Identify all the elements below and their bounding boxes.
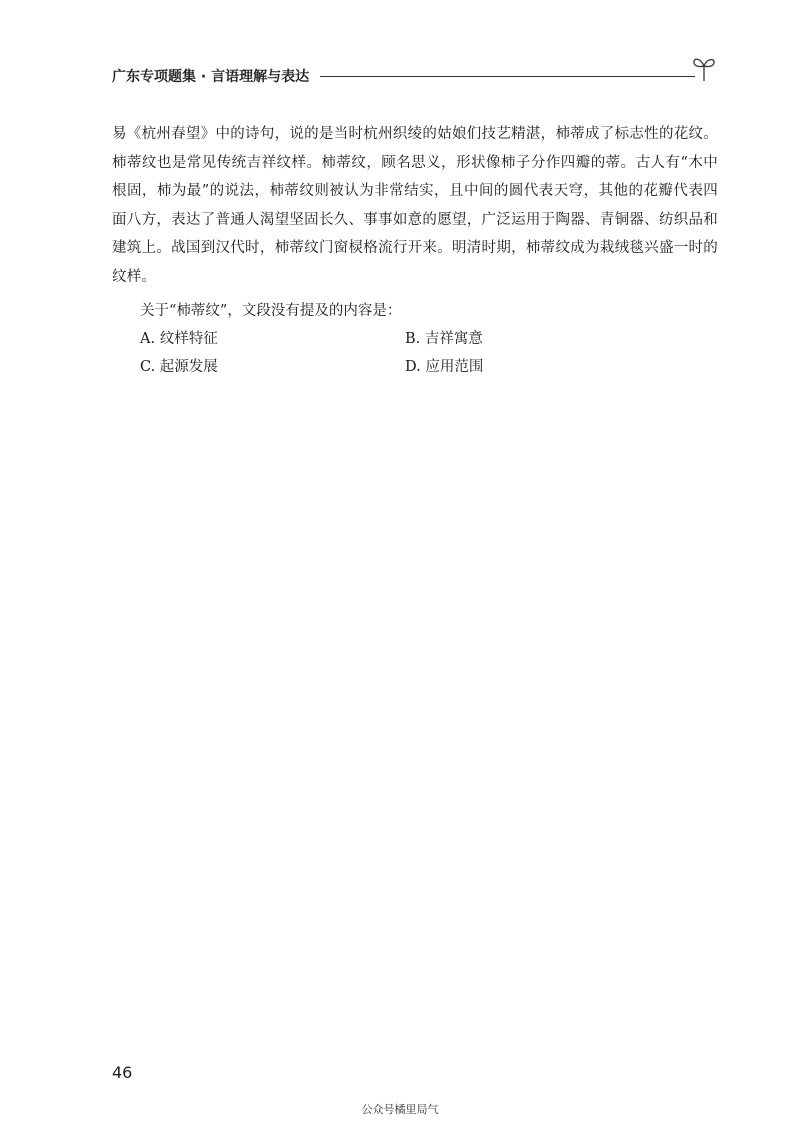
- footer-watermark: 公众号橘里局气: [361, 1103, 439, 1116]
- option-a[interactable]: A. 纹样特征: [140, 331, 218, 347]
- passage-text: 易《杭州春望》中的诗句，说的是当时杭州织绫的姑娘们技艺精湛，柿蒂成了标志性的花纹。柿蒂纹也是常见传统吉祥纹样。柿蒂纹，顾名思义，形状像柿子分作四瓣的蒂。古人有“木中根固，柿为最”的说法，柿蒂纹则被认为非常结实，且中间的圆代表天穹，其他的花瓣代表四面八方，表达了普通人渴望坚固长久、事事如意的愿望，广泛运用于陶器、青铜器、纺织品和建筑上。战国到汉代时，柿蒂纹门窗棂格流行开来。明清时期，柿蒂纹成为栽绒毯兴盛一时的纹样。: [112, 126, 718, 285]
- option-b[interactable]: B. 吉祥寓意: [405, 331, 483, 347]
- page-number: 46: [112, 1063, 133, 1082]
- header-rule: [320, 76, 695, 77]
- sprout-icon: [691, 54, 717, 82]
- header-title: 广东专项题集 · 言语理解与表达: [112, 69, 310, 85]
- option-c[interactable]: C. 起源发展: [140, 359, 218, 375]
- running-header: [112, 62, 717, 90]
- question-stem: 关于“柿蒂纹”，文段没有提及的内容是：: [140, 303, 402, 319]
- option-d[interactable]: D. 应用范围: [405, 359, 484, 375]
